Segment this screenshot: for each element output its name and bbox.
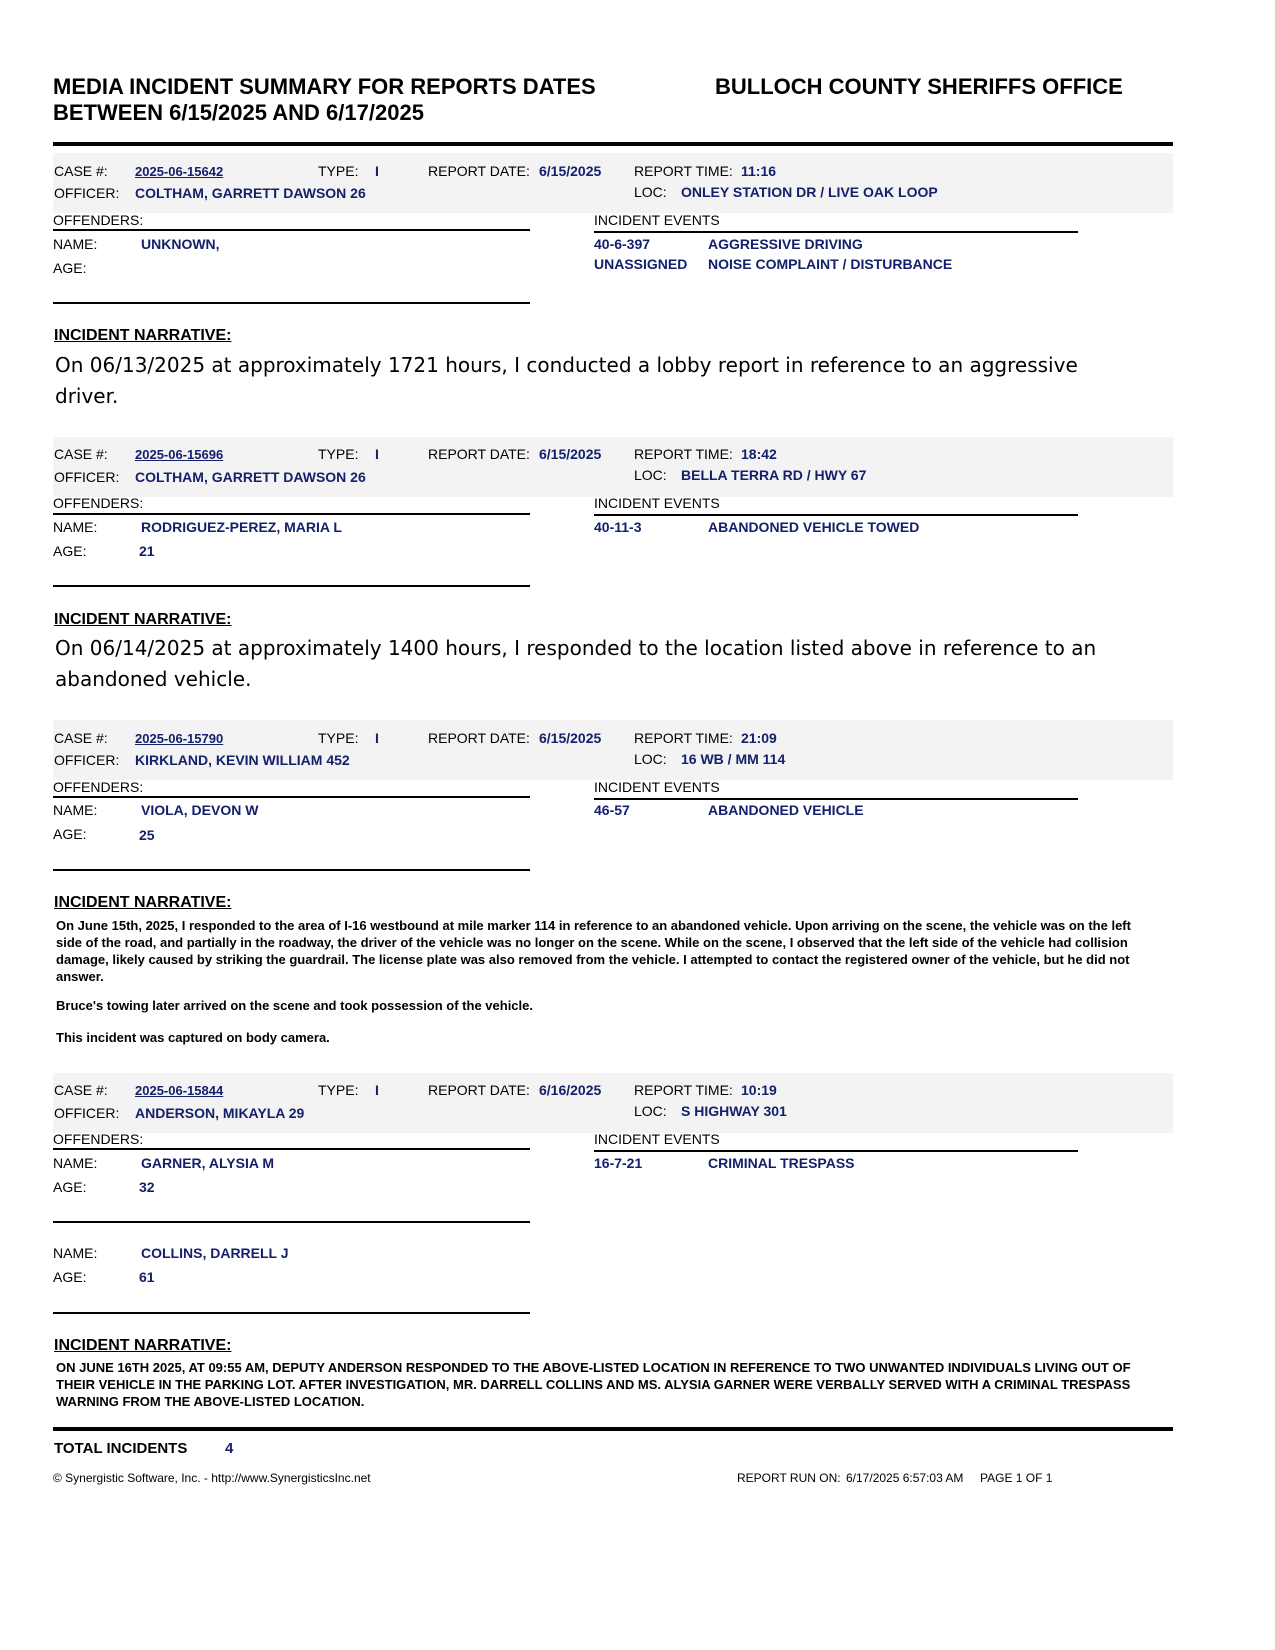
case-label: CASE #: [54, 446, 108, 462]
report-time: 18:42 [741, 446, 777, 462]
offender-name: UNKNOWN, [141, 236, 220, 252]
case-header-band [53, 153, 1173, 213]
offender-bottom-rule [53, 869, 530, 871]
events-rule [594, 1150, 1078, 1152]
type-label: TYPE: [318, 163, 359, 179]
age-label: AGE: [53, 543, 87, 559]
offender-age: 25 [139, 827, 155, 843]
age-label: AGE: [53, 1269, 87, 1285]
offenders-label: OFFENDERS: [53, 1131, 144, 1147]
officer-label: OFFICER: [54, 185, 120, 201]
offender-name: COLLINS, DARRELL J [141, 1245, 289, 1261]
report-date: 6/16/2025 [539, 1082, 602, 1098]
offender-name: VIOLA, DEVON W [141, 802, 259, 818]
report-time: 11:16 [741, 163, 777, 179]
location: 16 WB / MM 114 [681, 751, 786, 767]
narrative-text: This incident was captured on body camera. [56, 1030, 330, 1045]
loc-label: LOC: [634, 184, 667, 200]
offender-age: 32 [139, 1179, 155, 1195]
case-number-link[interactable]: 2025-06-15642 [135, 164, 224, 179]
report-date: 6/15/2025 [539, 730, 602, 746]
narrative-heading: INCIDENT NARRATIVE: [54, 327, 232, 344]
location: ONLEY STATION DR / LIVE OAK LOOP [681, 184, 938, 200]
header-rule [53, 142, 1173, 146]
event-code: 40-11-3 [594, 519, 642, 535]
incident-events-label: INCIDENT EVENTS [594, 495, 720, 511]
case-type: I [375, 163, 379, 179]
report-title-line2: BETWEEN 6/15/2025 AND 6/17/2025 [53, 100, 424, 125]
narrative-text: Bruce's towing later arrived on the scene and took possession of the vehicle. [56, 998, 533, 1013]
age-label: AGE: [53, 260, 87, 276]
page-number: PAGE 1 OF 1 [980, 1471, 1053, 1485]
offender-age: 21 [139, 543, 155, 559]
case-type: I [375, 1082, 379, 1098]
case-label: CASE #: [54, 163, 108, 179]
name-label: NAME: [53, 1155, 98, 1171]
event-code: 46-57 [594, 802, 630, 818]
case-number-link[interactable]: 2025-06-15790 [135, 731, 224, 746]
events-rule [594, 514, 1078, 516]
officer-name: ANDERSON, MIKAYLA 29 [135, 1105, 305, 1121]
offender-bottom-rule [53, 1312, 530, 1314]
event-desc: CRIMINAL TRESPASS [708, 1155, 855, 1171]
location: S HIGHWAY 301 [681, 1103, 787, 1119]
event-desc: NOISE COMPLAINT / DISTURBANCE [708, 256, 953, 272]
totals-rule [53, 1427, 1173, 1431]
officer-name: COLTHAM, GARRETT DAWSON 26 [135, 469, 366, 485]
report-run-value: 6/17/2025 6:57:03 AM [846, 1471, 964, 1485]
narrative-heading: INCIDENT NARRATIVE: [54, 894, 232, 911]
report-title-line1: MEDIA INCIDENT SUMMARY FOR REPORTS DATES [53, 74, 596, 99]
incident-events-label: INCIDENT EVENTS [594, 212, 720, 228]
offender-age: 61 [139, 1269, 155, 1285]
event-code: UNASSIGNED [594, 256, 688, 272]
officer-label: OFFICER: [54, 1105, 120, 1121]
type-label: TYPE: [318, 446, 359, 462]
event-desc: ABANDONED VEHICLE TOWED [708, 519, 920, 535]
offenders-label: OFFENDERS: [53, 495, 144, 511]
type-label: TYPE: [318, 1082, 359, 1098]
name-label: NAME: [53, 802, 98, 818]
narrative-text: ON JUNE 16TH 2025, AT 09:55 AM, DEPUTY ANDERSON RESPONDED TO THE ABOVE-LISTED LOCATION IN REFERENCE TO TWO UNWANTED INDIVIDUALS LIVING OUT OF THEIR VEHICLE IN THE PARKING LOT. AFTER INVESTIGATION, MR. DARRELL COLLINS AND MS. ALYSIA GARNER WERE VERBALLY SERVED WITH A CRIMINAL TRESPASS WARNING FROM THE ABOVE-LISTED LOCATION. [56, 1360, 1131, 1409]
report-time: 10:19 [741, 1082, 777, 1098]
loc-label: LOC: [634, 467, 667, 483]
offenders-rule [53, 796, 530, 798]
narrative-heading: INCIDENT NARRATIVE: [54, 611, 232, 628]
offender-bottom-rule [53, 585, 530, 587]
offenders-rule [53, 1148, 530, 1150]
loc-label: LOC: [634, 1103, 667, 1119]
offender-bottom-rule [53, 1221, 530, 1223]
report-date-label: REPORT DATE: [428, 446, 530, 462]
name-label: NAME: [53, 519, 98, 535]
offender-bottom-rule [53, 302, 530, 304]
report-date: 6/15/2025 [539, 446, 602, 462]
case-type: I [375, 730, 379, 746]
report-date: 6/15/2025 [539, 163, 602, 179]
offender-name: GARNER, ALYSIA M [141, 1155, 275, 1171]
case-label: CASE #: [54, 730, 108, 746]
report-date-label: REPORT DATE: [428, 730, 530, 746]
copyright-text: © Synergistic Software, Inc. - http://www.SynergisticsInc.net [53, 1471, 371, 1485]
report-time: 21:09 [741, 730, 777, 746]
report-title [53, 74, 596, 126]
name-label: NAME: [53, 236, 98, 252]
narrative-heading: INCIDENT NARRATIVE: [54, 1337, 232, 1354]
narrative-text: On June 15th, 2025, I responded to the area of I-16 westbound at mile marker 114 in reference to an abandoned vehicle. Upon arriving on the scene, the vehicle was on the left side of the road, and partially in the roadway, the driver of the vehicle was no longer on the scene. While on the scene, I observed that the left side of the vehicle had collision damage, likely caused by striking the guardrail. The license plate was also removed from the vehicle. I attempted to contact the registered owner of the vehicle, but he did not answer. [56, 918, 1131, 984]
case-header-band [53, 720, 1173, 780]
report-date-label: REPORT DATE: [428, 1082, 530, 1098]
name-label: NAME: [53, 1245, 98, 1261]
event-desc: AGGRESSIVE DRIVING [708, 236, 863, 252]
event-code: 40-6-397 [594, 236, 651, 252]
offenders-rule [53, 513, 530, 515]
offender-name: RODRIGUEZ-PEREZ, MARIA L [141, 519, 342, 535]
offenders-label: OFFENDERS: [53, 212, 144, 228]
officer-name: COLTHAM, GARRETT DAWSON 26 [135, 185, 366, 201]
narrative-text: On 06/13/2025 at approximately 1721 hours, I conducted a lobby report in reference to an aggressive driver. [55, 353, 1078, 408]
type-label: TYPE: [318, 730, 359, 746]
offenders-rule [53, 229, 530, 231]
case-header-band [53, 437, 1173, 497]
report-time-label: REPORT TIME: [634, 1082, 733, 1098]
report-time-label: REPORT TIME: [634, 163, 733, 179]
incident-events-label: INCIDENT EVENTS [594, 1131, 720, 1147]
age-label: AGE: [53, 1179, 87, 1195]
event-code: 16-7-21 [594, 1155, 643, 1171]
officer-label: OFFICER: [54, 752, 120, 768]
events-rule [594, 231, 1078, 233]
report-time-label: REPORT TIME: [634, 730, 733, 746]
events-rule [594, 798, 1078, 800]
case-number-link[interactable]: 2025-06-15844 [135, 1083, 224, 1098]
case-label: CASE #: [54, 1082, 108, 1098]
age-label: AGE: [53, 826, 87, 842]
incident-events-label: INCIDENT EVENTS [594, 779, 720, 795]
total-incidents-label: TOTAL INCIDENTS [54, 1440, 188, 1457]
event-desc: ABANDONED VEHICLE [708, 802, 864, 818]
narrative-text: On 06/14/2025 at approximately 1400 hours, I responded to the location listed above in reference to an abandoned vehicle. [55, 636, 1097, 691]
loc-label: LOC: [634, 751, 667, 767]
offenders-label: OFFENDERS: [53, 779, 144, 795]
report-date-label: REPORT DATE: [428, 163, 530, 179]
case-header-band [53, 1073, 1173, 1133]
officer-name: KIRKLAND, KEVIN WILLIAM 452 [135, 752, 350, 768]
report-run-label: REPORT RUN ON: [737, 1471, 841, 1485]
total-incidents-value: 4 [225, 1440, 234, 1457]
agency-name: BULLOCH COUNTY SHERIFFS OFFICE [715, 74, 1123, 99]
case-number-link[interactable]: 2025-06-15696 [135, 447, 224, 462]
case-type: I [375, 446, 379, 462]
location: BELLA TERRA RD / HWY 67 [681, 467, 867, 483]
report-time-label: REPORT TIME: [634, 446, 733, 462]
officer-label: OFFICER: [54, 469, 120, 485]
